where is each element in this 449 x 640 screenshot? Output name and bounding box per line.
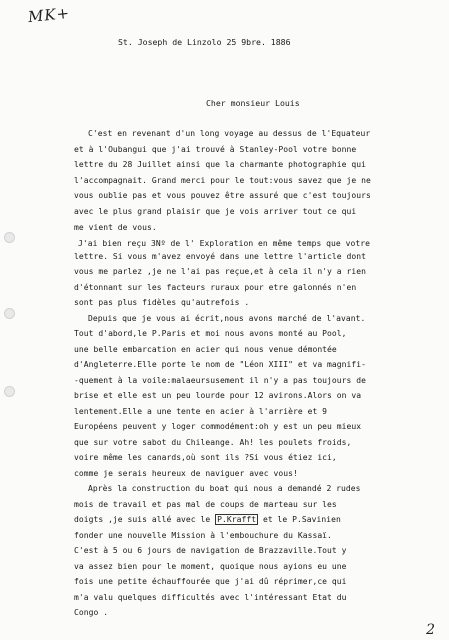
body-line: brise et elle est un peu lourde pour 12 avirons.Alors on va [74,391,362,400]
body-line: lentement.Elle a une tente en acier à l'arrière et 9 [74,407,328,416]
body-line: me vient de vous. [74,223,157,232]
body-line: vous me parlez ,je ne l'ai pas reçue,et à cela il n'y a rien [74,267,366,276]
body-line: l'accompagnait. Grand merci pour le tout:vous savez que je ne [74,176,371,185]
body-text: et le P.Savinien [262,515,341,524]
body-line: que sur votre sabot du Chileange. Ah! les poulets froids, [74,438,352,447]
salutation: Cher monsieur Louis [206,98,300,108]
boxed-name: P.Krafft [217,515,257,524]
body-line: Tout d'abord,le P.Paris et moi nous avons monté au Pool, [74,329,347,338]
body-line [74,515,341,524]
body-line: d'Angleterre.Elle porte le nom de "Léon XIII" et va magnifi- [74,360,366,369]
punch-hole [4,308,15,319]
body-line: lettre. Si vous m'avez envoyé dans une lettre l'article dont [74,252,366,261]
body-line: d'étonnant sur les facteurs ruraux pour etre galonnés n'en [74,283,357,292]
body-line: Depuis que je vous ai écrit,nous avons marché de l'avant. [88,314,366,323]
body-line: m'a valu quelques difficultés avec l'intéressant Etat du [74,593,347,602]
body-line: voire même les canards,où sont ils ?Si vous étiez ici, [74,453,337,462]
body-line: lettre du 28 Juillet ainsi que la charmante photographie qui [74,160,366,169]
body-line: comme je serais heureux de naviguer avec vous! [74,469,298,478]
body-line: J'ai bien reçu 3Nº de l' Exploration en même temps que votre [78,239,370,248]
punch-hole [4,232,15,243]
handwritten-corner-mark: MK+ [27,3,71,27]
body-line: va assez bien pour le moment, quoique nous ayions eu une [74,562,347,571]
body-line: fois une petite échauffourée que j'ai dû réprimer,ce qui [74,577,347,586]
body-line: une belle embarcation en acier qui nous venue démontée [74,345,337,354]
body-line: C'est en revenant d'un long voyage au dessus de l'Equateur [88,129,371,138]
body-line: et à l'Oubangui que j'ai trouvé à Stanley-Pool votre bonne [74,145,357,154]
body-text: doigts ,je suis allé avec le [74,515,211,524]
body-line: Européens peuvent y loger commodément:oh y est un peu mieux [74,422,362,431]
body-line: mois de travail et pas mal de coups de marteau sur les [74,500,337,509]
letter-header: St. Joseph de Linzolo 25 9bre. 1886 [118,37,291,47]
body-line: C'est à 5 ou 6 jours de navigation de Brazzaville.Tout y [74,546,347,555]
page-number: 2 [426,622,435,638]
punch-hole [4,386,15,397]
body-line: Après la construction du boat qui nous a demandé 2 rudes [88,484,361,493]
body-line: fonder une nouvelle Mission à l'embouchure du Kassaï. [74,531,332,540]
body-line: vous oublie pas et vous pouvez être assuré que c'est toujours [74,191,371,200]
body-line: -quement à la voile:malaeursusement il n'y a pas toujours de [74,376,366,385]
body-line: avec le plus grand plaisir que je vois arriver tout ce qui [74,207,357,216]
body-line: Congo . [74,608,109,617]
body-line: sont pas plus fidèles qu'autrefois . [74,298,250,307]
